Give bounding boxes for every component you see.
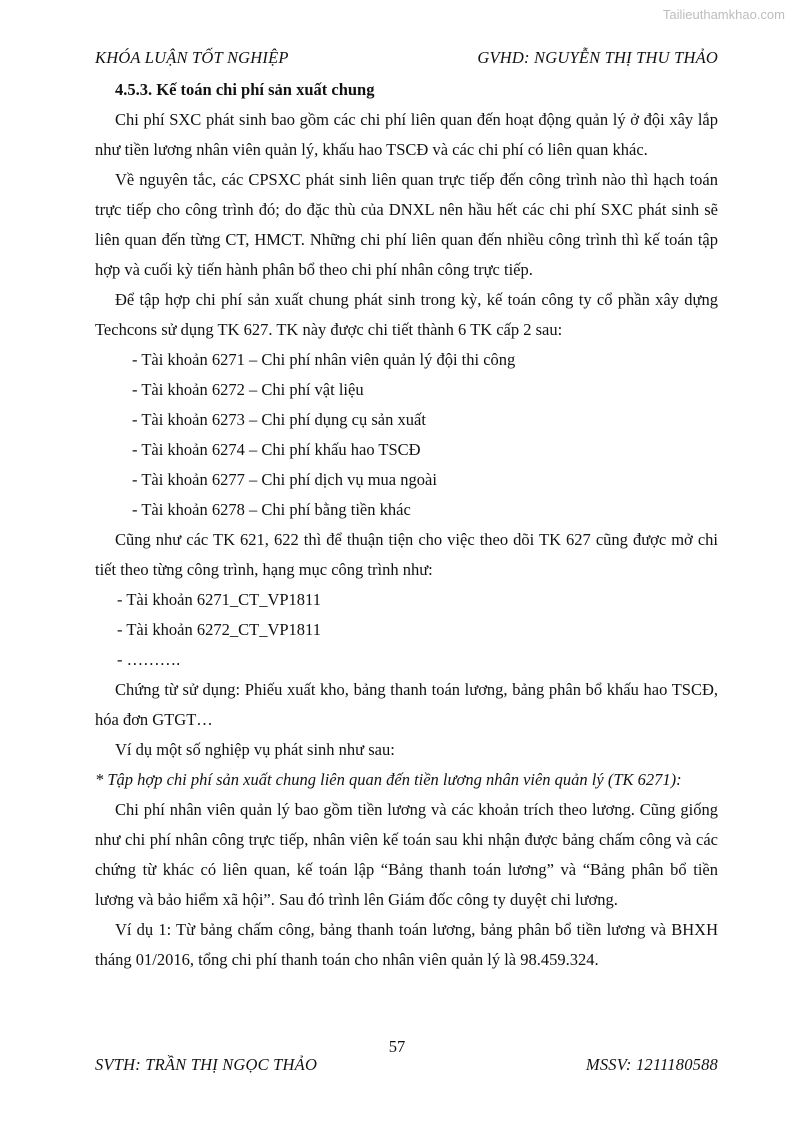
account-item: - Tài khoản 6271 – Chi phí nhân viên quản lý đội thi công	[132, 350, 516, 369]
header-right: GVHD: NGUYỄN THỊ THU THẢO	[477, 48, 718, 67]
footer-right: MSSV: 1211180588	[585, 1055, 718, 1074]
section-title: 4.5.3. Kế toán chi phí sản xuất chung	[115, 80, 375, 99]
page-content	[95, 75, 718, 975]
paragraph-8: Ví dụ 1: Từ bảng chấm công, bảng thanh toán lương, bảng phân bổ tiền lương và BHXH tháng 01/2016, tổng chi phí thanh toán cho nhân viên quản lý là 98.459.324.	[95, 920, 718, 969]
paragraph-6: Ví dụ một số nghiệp vụ phát sinh như sau:	[115, 740, 395, 759]
account-item: - Tài khoản 6272 – Chi phí vật liệu	[132, 380, 364, 399]
account-item: - Tài khoản 6274 – Chi phí khấu hao TSCĐ	[132, 440, 421, 459]
header-left: KHÓA LUẬN TỐT NGHIỆP	[95, 48, 289, 67]
paragraph-3: Để tập hợp chi phí sản xuất chung phát sinh trong kỳ, kế toán công ty cổ phần xây dựng Techcons sử dụng TK 627. TK này được chi tiết thành 6 TK cấp 2 sau:	[95, 290, 718, 339]
account-item: - Tài khoản 6273 – Chi phí dụng cụ sản xuất	[132, 410, 426, 429]
detail-account-item: - Tài khoản 6271_CT_VP1811	[117, 590, 321, 609]
paragraph-4: Cũng như các TK 621, 622 thì để thuận tiện cho việc theo dõi TK 627 cũng được mở chi tiết theo từng công trình, hạng mục công trình như:	[95, 530, 718, 579]
paragraph-7: Chi phí nhân viên quản lý bao gồm tiền lương và các khoản trích theo lương. Cũng giống như chi phí nhân công trực tiếp, nhân viên kế toán sau khi nhận được bảng chấm công và các chứng từ khác có liên quan, kế toán lập “Bảng thanh toán lương” và “Bảng phân bổ tiền lương và bảo hiểm xã hội”. Sau đó trình lên Giám đốc công ty duyệt chi lương.	[95, 800, 718, 909]
detail-account-item: - ……….	[117, 650, 181, 669]
watermark: Tailieuthamkhao.com	[662, 7, 785, 22]
paragraph-2: Về nguyên tắc, các CPSXC phát sinh liên quan trực tiếp đến công trình nào thì hạch toán trực tiếp cho công trình đó; do đặc thù của DNXL nên hầu hết các chi phí SXC phát sinh sẽ liên quan đến từng CT, HMCT. Những chi phí liên quan đến nhiều công trình thì kế toán tập hợp và cuối kỳ tiến hành phân bổ theo chi phí nhân công trực tiếp.	[95, 170, 718, 279]
account-list	[95, 345, 718, 525]
account-item: - Tài khoản 6277 – Chi phí dịch vụ mua ngoài	[132, 470, 437, 489]
note-heading: * Tập hợp chi phí sản xuất chung liên quan đến tiền lương nhân viên quản lý (TK 6271):	[95, 770, 682, 789]
detail-account-list	[95, 585, 718, 675]
page-number: 57	[388, 1037, 406, 1056]
paragraph-5: Chứng từ sử dụng: Phiếu xuất kho, bảng thanh toán lương, bảng phân bổ khấu hao TSCĐ, hóa đơn GTGT…	[95, 680, 718, 729]
footer-left: SVTH: TRẦN THỊ NGỌC THẢO	[95, 1055, 318, 1074]
detail-account-item: - Tài khoản 6272_CT_VP1811	[117, 620, 321, 639]
page-header	[95, 48, 718, 68]
paragraph-1: Chi phí SXC phát sinh bao gồm các chi phí liên quan đến hoạt động quản lý ở đội xây lắp như tiền lương nhân viên quản lý, khấu hao TSCĐ và các chi phí có liên quan khác.	[95, 110, 718, 159]
page-footer	[95, 1055, 718, 1075]
account-item: - Tài khoản 6278 – Chi phí bằng tiền khác	[132, 500, 411, 519]
